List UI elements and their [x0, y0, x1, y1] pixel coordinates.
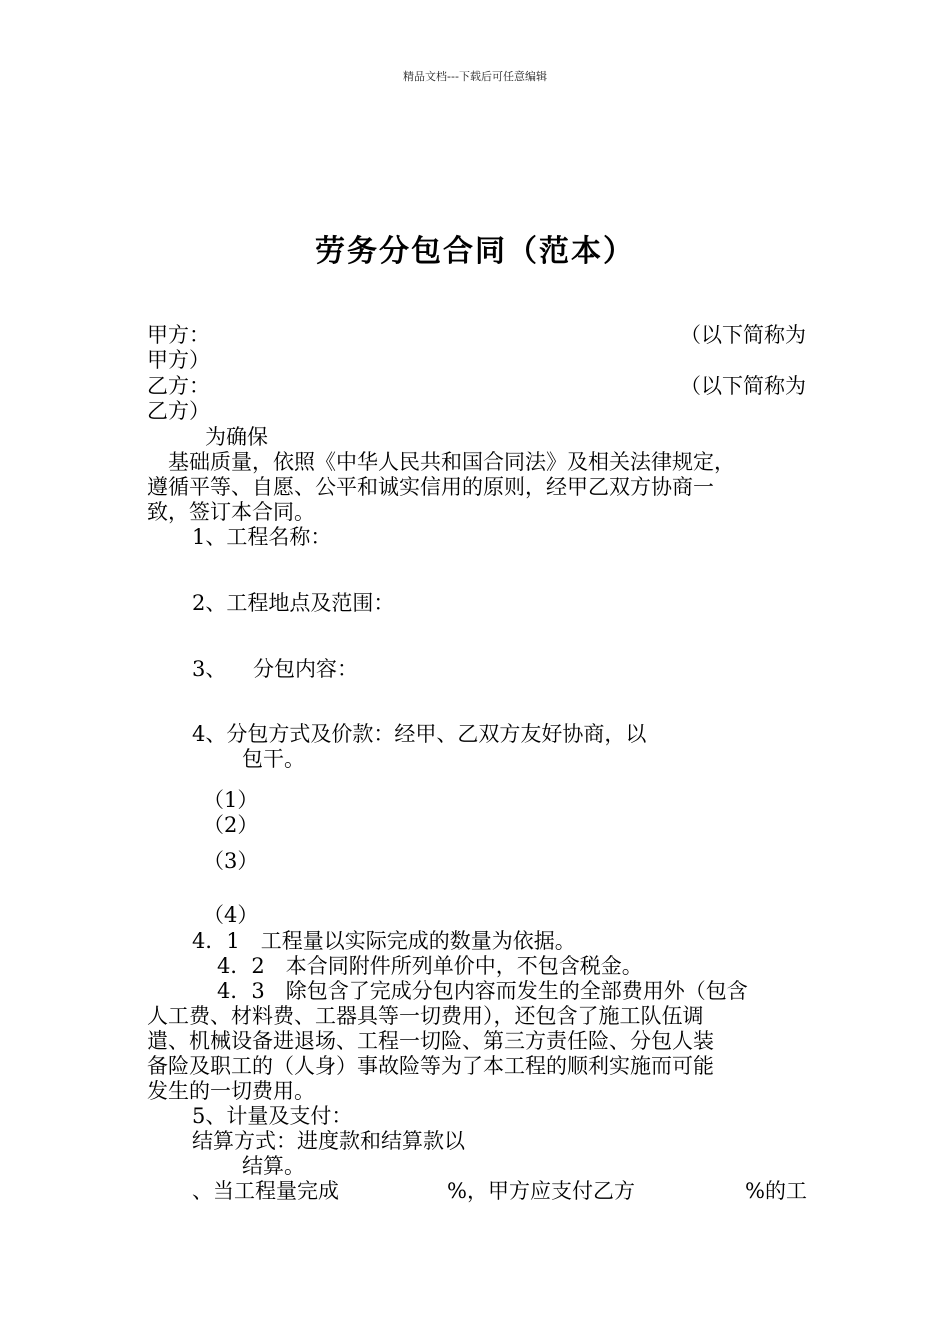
section-4-line-1: 4、分包方式及价款：经甲、乙双方友好协商，以	[192, 722, 647, 746]
section-5-settlement-line-1: 结算方式：进度款和结算款以	[192, 1129, 465, 1153]
party-a-note: （以下简称为	[680, 323, 806, 347]
section-5-progress-part-b: %，甲方应支付乙方	[447, 1179, 635, 1203]
intro-line-2: 基础质量，依照《中华人民共和国合同法》及相关法律规定，	[168, 450, 735, 474]
intro-line-3: 遵循平等、自愿、公平和诚实信用的原则，经甲乙双方协商一	[147, 475, 714, 499]
section-5-settlement-line-2: 结算。	[242, 1154, 305, 1178]
section-1-project-name: 1、工程名称：	[192, 525, 332, 549]
section-3-subcontract-content: 分包内容：	[253, 657, 358, 681]
item-3: （3）	[203, 849, 259, 873]
document-title: 劳务分包合同（范本）	[315, 234, 635, 269]
party-a-continuation: 甲方）	[147, 348, 210, 372]
section-5-progress-part-a: 、当工程量完成	[192, 1179, 339, 1203]
clause-4-3-line-3: 遣、机械设备进退场、工程一切险、第三方责任险、分包人装	[147, 1029, 714, 1053]
section-3-number: 3、	[192, 657, 227, 681]
clause-4-3-line-4: 备险及职工的（人身）事故险等为了本工程的顺利实施而可能	[147, 1054, 714, 1078]
intro-line-4: 致，签订本合同。	[147, 500, 315, 524]
intro-line-1: 为确保	[205, 425, 268, 449]
item-4: （4）	[203, 903, 259, 927]
clause-4-3-line-5: 发生的一切费用。	[147, 1079, 315, 1103]
section-4-line-2: 包干。	[242, 747, 305, 771]
clause-4-3-line-2: 人工费、材料费、工器具等一切费用），还包含了施工队伍调	[147, 1004, 704, 1028]
party-b-label: 乙方：	[147, 374, 210, 398]
clause-4-1: 4．1 工程量以实际完成的数量为依据。	[192, 929, 576, 953]
item-1: （1）	[203, 788, 259, 812]
section-5-progress-part-c: %的工	[745, 1179, 807, 1203]
item-2: （2）	[203, 813, 259, 837]
page-header: 精品文档---下载后可任意编辑	[403, 70, 547, 83]
party-b-note: （以下简称为	[680, 374, 806, 398]
section-5-measurement-payment: 5、计量及支付：	[192, 1104, 353, 1128]
clause-4-2: 4．2 本合同附件所列单价中，不包含税金。	[217, 954, 643, 978]
section-2-location-scope: 2、工程地点及范围：	[192, 591, 395, 615]
clause-4-3-line-1: 4．3 除包含了完成分包内容而发生的全部费用外（包含	[217, 979, 748, 1003]
party-b-continuation: 乙方）	[147, 399, 210, 423]
party-a-label: 甲方：	[147, 323, 210, 347]
